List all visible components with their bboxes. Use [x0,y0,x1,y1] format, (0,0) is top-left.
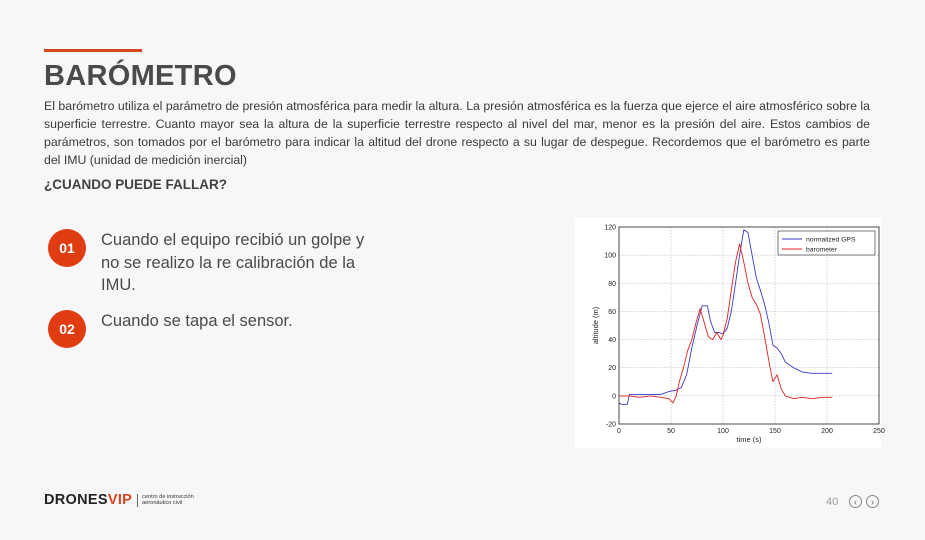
failure-item-1 [48,229,371,297]
item-text: Cuando el equipo recibió un golpe y no se realizo la re calibración de la IMU. [101,231,365,294]
slide-description: El barómetro utiliza el parámetro de presión atmosférica para medir la altura. La presión atmosférica es la fuerza que ejerce el aire atmosférico sobre la superficie terrestre. Cuanto mayor sea la altura de la superficie terrestre respecto al nivel del mar, menor es la presión del aire. Estos cambios de parámetros, son tomados por el barómetro para indicar la altitud del drone respecto a su lugar de despegue. Recordemos que el barómetro es parte del IMU (unidad de medición inercial) [44,99,870,167]
item-text: Cuando se tapa el sensor. [101,312,293,330]
x-tick-label: 0 [617,428,621,435]
y-tick-label: -20 [605,421,616,429]
series-line-2 [619,244,832,403]
logo-accent-text: VIP [107,492,133,508]
altitude-chart-panel [575,218,885,448]
item-number-badge: 02 [48,310,86,348]
page-number: 40 [826,496,839,508]
title-accent-bar [44,49,142,52]
x-tick-label: 200 [821,428,833,435]
slide-subtitle: ¿CUANDO PUEDE FALLAR? [44,177,227,192]
y-tick-label: 40 [608,337,616,345]
prev-slide-icon[interactable]: ‹ [849,495,862,508]
y-tick-label: 0 [612,393,616,401]
y-tick-label: 80 [608,280,616,288]
slide-title: BARÓMETRO [44,60,237,92]
item-number-badge: 01 [48,229,86,267]
x-axis-label: time (s) [736,435,762,444]
x-tick-label: 250 [873,428,885,435]
legend-label: normalized GPS [806,236,856,244]
next-slide-icon[interactable]: › [866,495,879,508]
x-tick-label: 50 [667,428,675,435]
x-tick-label: 150 [769,428,781,435]
logo-main-text: DRONES [44,492,108,508]
dronesvip-logo [44,492,222,508]
altitude-chart [575,218,885,448]
y-tick-label: 100 [604,252,616,260]
y-axis-label: altitude (m) [591,306,600,345]
legend-label: barometer [806,246,837,254]
y-tick-label: 120 [604,224,616,232]
logo-subtitle: centro de instrucción aeronáutico civil [137,494,222,507]
failure-item-2 [48,310,371,348]
y-tick-label: 60 [608,308,616,316]
y-tick-label: 20 [608,365,616,373]
series-line-1 [619,230,832,404]
x-tick-label: 100 [717,428,729,435]
logo-wordmark [44,492,132,508]
chart-legend [778,231,875,255]
